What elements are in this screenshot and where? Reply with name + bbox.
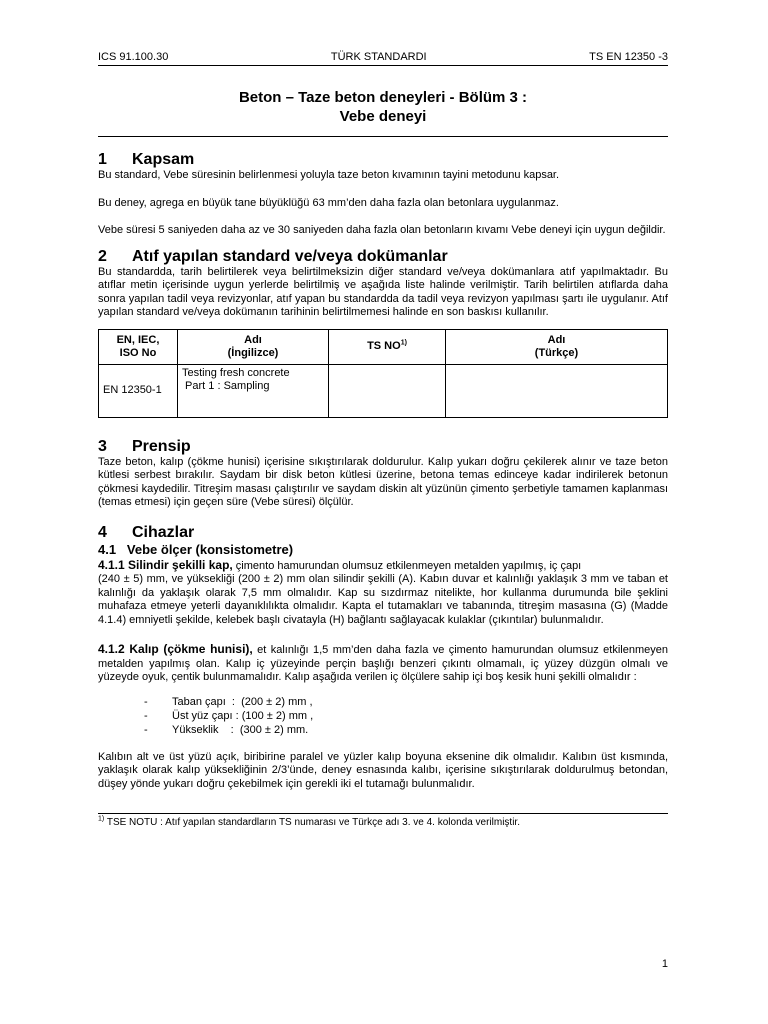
section-1-para-3: Vebe süresi 5 saniyeden daha az ve 30 saniyeden daha fazla olan betonların kıvamı Vebe deneyi için uygun değildir. bbox=[98, 224, 666, 236]
title-rule bbox=[98, 136, 668, 137]
section-4-1-1-intro bbox=[98, 559, 668, 574]
page-number: 1 bbox=[661, 958, 668, 970]
list-item: - Yükseklik : (300 ± 2) mm. bbox=[144, 723, 309, 736]
col-header-name-turkish: Adı (Türkçe) bbox=[446, 329, 668, 364]
footnote-rule bbox=[98, 813, 668, 814]
section-4-1-1-body: (240 ± 5) mm, ve yüksekliği (200 ± 2) mm olan silindir şekilli (A). Kabın duvar et kalınlığı yaklaşık 3 mm ve taban et kalınlığı da yaklaşık olarak 7,5 mm olmalıdır. Kap su sızdırmaz nitelikte, hor kullanma durumunda bile şeklini muhafaza etmeye yeterli dayanıklılıkta olmalıdır. Kapta el tutamakları ve tabanında, titreşim masasına (G) (Madde 4.1.4) emniyetli şekilde, kelebek başlı civatayla (H) bağlantı sağlayacak kulaklar (çıkıntılar) bulunmalıdır. bbox=[98, 573, 668, 626]
header-center-title: TÜRK STANDARDI bbox=[330, 51, 427, 63]
dimension-list bbox=[98, 695, 668, 737]
cell-en-number: EN 12350-1 bbox=[99, 364, 178, 417]
section-1-number: 1 bbox=[98, 151, 107, 168]
section-4-1-heading: 4.1 Vebe ölçer (konsistometre) bbox=[98, 541, 294, 557]
section-1-title: Kapsam bbox=[132, 151, 195, 168]
table-row bbox=[99, 364, 668, 417]
section-3-title: Prensip bbox=[132, 437, 191, 455]
reference-table bbox=[98, 329, 668, 418]
cell-name-turkish bbox=[446, 364, 668, 417]
section-2-title: Atıf yapılan standard ve/veya dokümanlar bbox=[132, 247, 448, 265]
title-line-2: Vebe deneyi bbox=[339, 108, 427, 125]
footnote-text: TSE NOTU : Atıf yapılan standardların TS numarası ve Türkçe adı 3. ve 4. kolonda verilmiştir. bbox=[104, 817, 520, 828]
section-4-1-1-intro-text: çimento hamurundan olumsuz etkilenmeyen metalden yapılmış, iç çapı bbox=[232, 559, 582, 572]
section-4-1-2-para bbox=[98, 643, 668, 685]
col-header-ts-no: TS NO$^{1)}$ bbox=[329, 329, 446, 364]
section-4-1-2-text: et kalınlığı 1,5 mm’den daha fazla ve çimento hamurundan olumsuz etkilenmeyen metalden yapılmış olan. Kalıp iç yüzeyinde perçin başlığı benzeri çıkıntı olmamalı, iç yüzey düzgün olmalı ve yüzeyde oyuk, çentik bulunmamalıdır. Kalıp aşağıda verilen iç ölçülere sahip içi boş kesik huni şekilli olmalıdır : bbox=[98, 644, 668, 683]
list-item: - Taban çapı : (200 ± 2) mm , bbox=[144, 695, 313, 708]
list-item: - Üst yüz çapı : (100 ± 2) mm , bbox=[144, 709, 314, 722]
ics-code: ICS 91.100.30 bbox=[98, 51, 169, 63]
footnote bbox=[98, 816, 668, 829]
standard-number: TS EN 12350 -3 bbox=[589, 51, 668, 63]
col-header-en-iec-iso: EN, IEC, ISO No bbox=[99, 329, 178, 364]
section-3-para-1: Taze beton, kalıp (çökme hunisi) içerisine sıkıştırılarak doldurulur. Kalıp yukarı doğru çekilerek alınır ve taze beton kütlesi serbest bırakılır. Saydam bir disk beton kütlesi üzerine, betona temas edinceye kadar indirilerek betonun çökmesi kaydedilir. Titreşim masası çalıştırılır ve saydam diskin alt yüzünün çimento şerbetiyle tamamen kaplanması (temas etmesi) için geçen süre (Vebe süresi) ölçülür. bbox=[98, 455, 668, 508]
document-title bbox=[98, 88, 668, 126]
section-4-1-2-heading: 4.1.2 Kalıp (çökme hunisi), bbox=[98, 642, 253, 656]
footnote-mark: 1) bbox=[98, 815, 105, 823]
col-header-name-english: Adı (İngilizce) bbox=[178, 329, 329, 364]
section-4-1-2-closing: Kalıbın alt ve üst yüzü açık, biribirine paralel ve yüzler kalıp boyuna eksenine dik olmalıdır. Kalıbın üst kısmında, yaklaşık olarak kalıp yüksekliğinin 2/3’ünde, deney esnasında kalıbı, içerisine sıkıştırılarak doldurulmuş betondan, düşey yönde yukarı doğru çekebilmek için gerekli iki el tutamağı bulunmalıdır. bbox=[98, 750, 668, 790]
section-2-number: 2 bbox=[98, 247, 107, 265]
header-rule bbox=[98, 65, 668, 66]
section-2-heading bbox=[98, 248, 668, 266]
document-page bbox=[98, 50, 668, 829]
section-3-number: 3 bbox=[98, 437, 107, 455]
cell-ts-no bbox=[329, 364, 446, 417]
table-header-row bbox=[99, 329, 668, 364]
section-1-para-2: Bu deney, agrega en büyük tane büyüklüğü 63 mm’den daha fazla olan betonlara uygulanmaz. bbox=[98, 196, 559, 209]
section-3-heading bbox=[98, 438, 668, 456]
section-4-1-1-heading: 4.1.1 Silindir şekilli kap, bbox=[98, 557, 233, 572]
title-line-1: Beton – Taze beton deneyleri - Bölüm 3 : bbox=[238, 89, 528, 106]
cell-name-english: Testing fresh concrete Part 1 : Sampling bbox=[178, 364, 329, 417]
section-1-heading bbox=[98, 151, 668, 169]
section-4-heading bbox=[98, 524, 668, 542]
section-2-para-1: Bu standardda, tarih belirtilerek veya belirtilmeksizin diğer standard ve/veya dokümanlara atıf yapılmaktadır. Bu atıflar metin içerisinde uygun yerlerde belirtilmiş ve aşağıda liste halinde verilmiştir. Tarih belirtilen atıflarda daha sonra yapılan tadil veya revizyonlar, atıf yapan bu standardda da tadil veya revizyon yapılması şartı ile uygulanır. Atıf yapılan standard ve/veya dokümanın tarihinin belirtilmemesi halinde en son baskısı kullanılır. bbox=[98, 265, 668, 318]
section-4-number: 4 bbox=[98, 523, 107, 541]
section-4-title: Cihazlar bbox=[132, 523, 195, 541]
footnote-ref: 1) bbox=[400, 339, 407, 347]
section-1-para-1: Bu standard, Vebe süresinin belirlenmesi yoluyla taze beton kıvamının tayini metodunu kapsar. bbox=[98, 169, 560, 181]
page-header bbox=[98, 50, 668, 65]
